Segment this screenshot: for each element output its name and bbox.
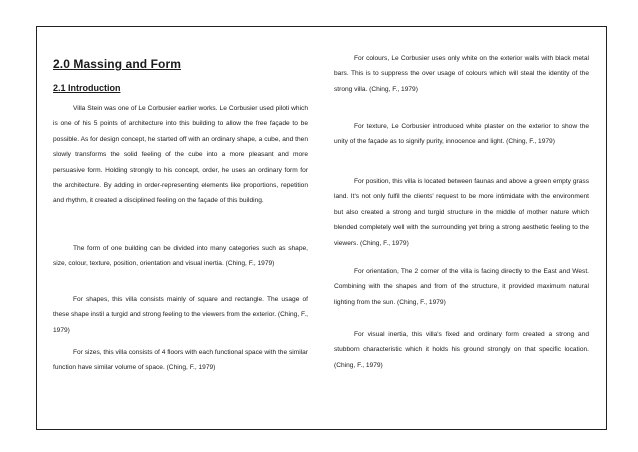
subsection-heading: 2.1 Introduction — [53, 83, 121, 93]
paragraph-sizes: For sizes, this villa consists of 4 floors with each functional space with the similar function have similar volume of space. (Ching, F., 1979) — [53, 349, 308, 372]
paragraph-texture: For texture, Le Corbusier introduced white plaster on the exterior to show the unity of the façade as to signify purity, innocence and light. (Ching, F., 1979) — [334, 123, 589, 146]
paragraph-form-categories: The form of one building can be divided into many categories such as shape, size, colour, texture, position, orientation and visual inertia. (Ching, F., 1979) — [53, 245, 308, 268]
paragraph-shapes: For shapes, this villa consists mainly of square and rectangle. The usage of these shape instil a turgid and strong feeling to the viewers from the exterior. (Ching, F., 1979) — [53, 296, 308, 334]
paragraph-colours: For colours, Le Corbusier uses only white on the exterior walls with black metal bars. This is to suppress the over usage of colours which will steal the identity of the strong villa. (Ching, F., 1979) — [334, 55, 589, 93]
paragraph-intro: Villa Stein was one of Le Corbusier earlier works. Le Corbusier used piloti which is one of his 5 points of architecture into this building to allow the free façade to be possible. As for design concept, he started off with an ordinary shape, a cube, and then slowly transforms the solid feeling of the cube into a more pleasant and more persuasive form. Holding strongly to his concept, order, he uses an ordinary form for the architecture. By adding in order-representing elements like proportions, repetition and rhythm, it created a disciplined feeling on the façade of this building. — [53, 105, 308, 205]
section-heading: 2.0 Massing and Form — [53, 57, 182, 71]
paragraph-visual-inertia: For visual inertia, this villa's fixed and ordinary form created a strong and stubborn characteristic which it holds his ground strongly on that specific location. (Ching, F., 1979) — [334, 331, 589, 369]
paragraph-position: For position, this villa is located between faunas and above a green empty grass land. It's not only fulfil the clients' request to be more intimidate with the environment but also created a strong and turgid structure in the middle of mother nature which blended completely well with the surrounding yet bring a strong aesthetic feeling to the viewers. (Ching, F., 1979) — [334, 178, 589, 247]
document-page — [36, 26, 607, 430]
paragraph-orientation: For orientation, The 2 corner of the villa is facing directly to the East and West. Combining with the shapes and from of the structure, it provided maximum natural lighting from the sun. (Ching, F., 1979) — [334, 268, 589, 306]
